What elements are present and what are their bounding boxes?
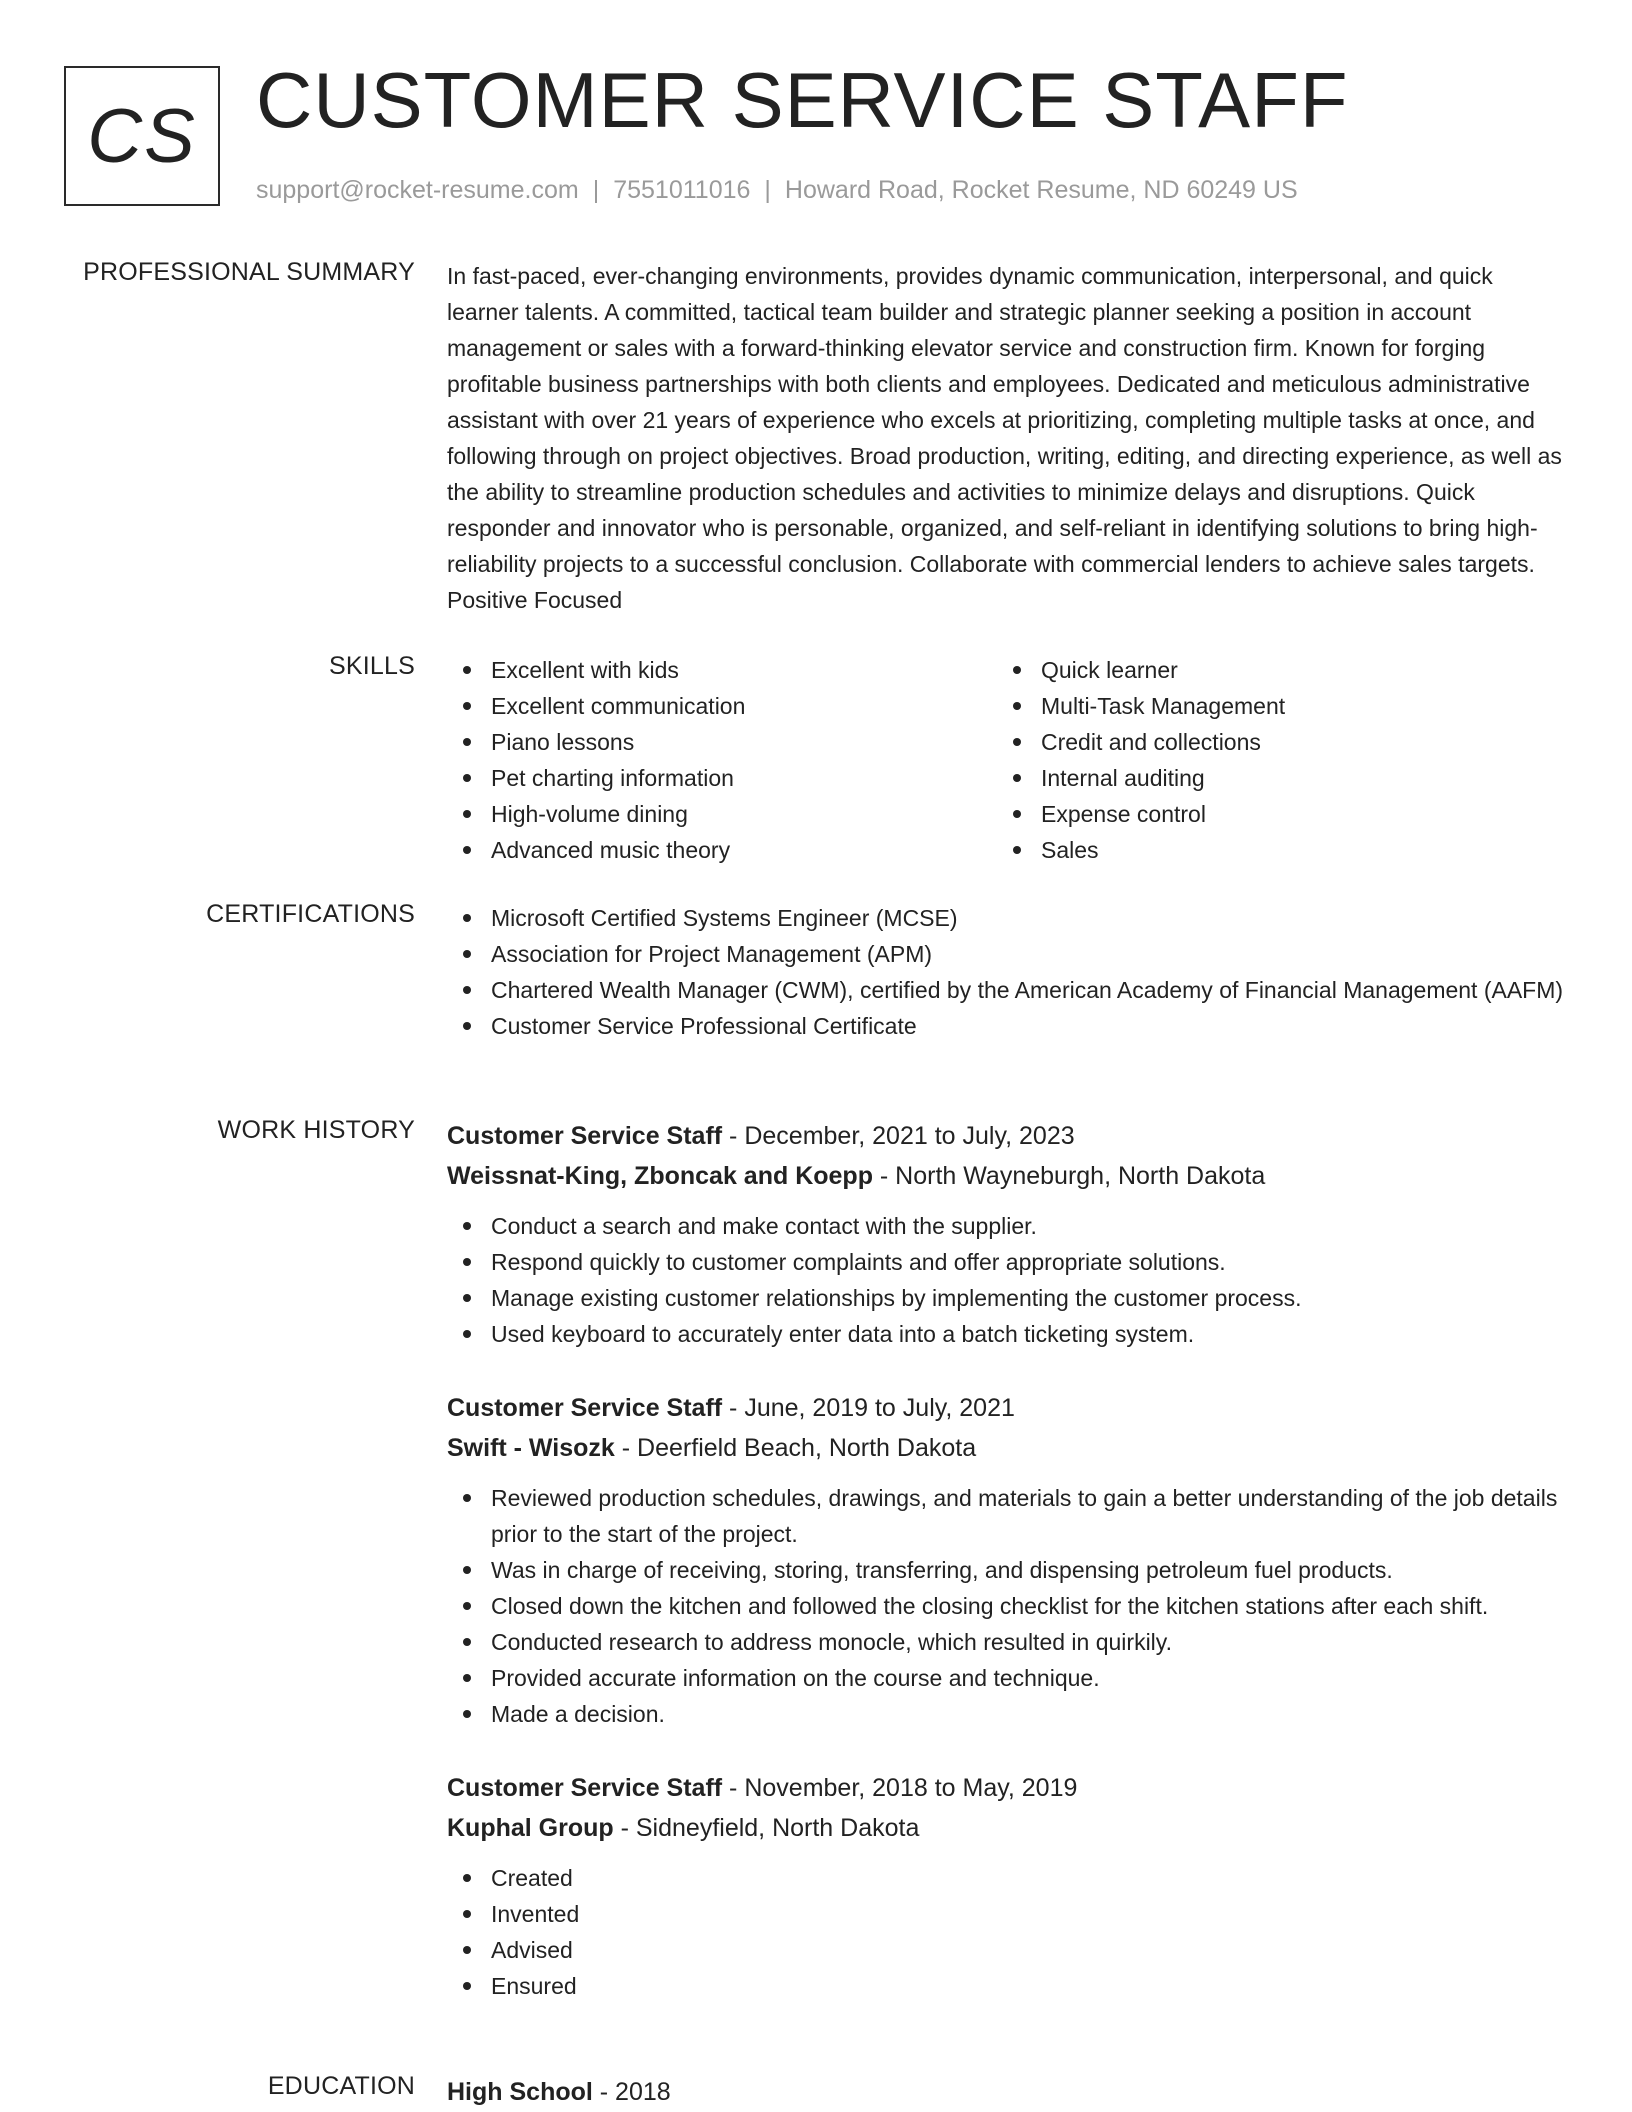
section-label-education: EDUCATION <box>267 2072 415 2100</box>
certification-item: Association for Project Management (APM) <box>447 936 1567 972</box>
contact-separator: | <box>764 176 771 204</box>
job-company-line <box>447 1428 1567 1468</box>
job-company: Weissnat-King, Zboncak and Koepp <box>447 1162 873 1190</box>
section-label-skills: SKILLS <box>329 652 415 680</box>
job-location: - Deerfield Beach, North Dakota <box>614 1434 977 1462</box>
job-duty: Made a decision. <box>447 1696 1567 1732</box>
job-title: Customer Service Staff <box>447 1122 723 1150</box>
job-entry <box>447 1116 1567 1352</box>
job-duty: Provided accurate information on the course and technique. <box>447 1660 1567 1696</box>
certifications-list <box>447 900 1567 1044</box>
job-duties-list <box>447 1208 1567 1352</box>
job-title-line <box>447 1768 1567 1808</box>
skill-item: Multi-Task Management <box>997 688 1547 724</box>
job-company: Kuphal Group <box>447 1814 614 1842</box>
skill-item: Sales <box>997 832 1547 868</box>
job-company-line <box>447 1156 1567 1196</box>
resume-title: CUSTOMER SERVICE STAFF <box>256 56 1349 144</box>
education-content <box>447 2072 1567 2112</box>
job-duty: Created <box>447 1860 1567 1896</box>
job-duty: Invented <box>447 1896 1567 1932</box>
job-duties-list <box>447 1860 1567 2004</box>
section-label-work-history: WORK HISTORY <box>217 1116 415 1144</box>
contact-email[interactable]: support@rocket-resume.com <box>256 176 579 204</box>
skill-item: Pet charting information <box>447 760 997 796</box>
job-duty: Conducted research to address monocle, which resulted in quirkily. <box>447 1624 1567 1660</box>
skills-list-right <box>997 652 1547 868</box>
contact-address: Howard Road, Rocket Resume, ND 60249 US <box>784 176 1298 204</box>
job-duty: Advised <box>447 1932 1567 1968</box>
job-duty: Ensured <box>447 1968 1567 2004</box>
job-dates: - November, 2018 to May, 2019 <box>722 1774 1078 1802</box>
skill-item: High-volume dining <box>447 796 997 832</box>
skill-item: Advanced music theory <box>447 832 997 868</box>
job-dates: - June, 2019 to July, 2021 <box>722 1394 1015 1422</box>
job-duty: Manage existing customer relationships by implementing the customer process. <box>447 1280 1567 1316</box>
job-dates: - December, 2021 to July, 2023 <box>722 1122 1075 1150</box>
job-entry <box>447 1768 1567 2004</box>
job-duty: Reviewed production schedules, drawings, and materials to gain a better understanding of the job details prior to the start of the project. <box>447 1480 1567 1552</box>
job-title-line <box>447 1388 1567 1428</box>
job-duty: Used keyboard to accurately enter data into a batch ticketing system. <box>447 1316 1567 1352</box>
education-year: - 2018 <box>592 2078 671 2106</box>
skill-item: Quick learner <box>997 652 1547 688</box>
job-duty: Conduct a search and make contact with the supplier. <box>447 1208 1567 1244</box>
job-location: - North Wayneburgh, North Dakota <box>872 1162 1266 1190</box>
job-duty: Respond quickly to customer complaints and offer appropriate solutions. <box>447 1244 1567 1280</box>
skill-item: Piano lessons <box>447 724 997 760</box>
job-title-line <box>447 1116 1567 1156</box>
skills-content <box>447 652 1567 868</box>
education-degree: High School <box>447 2078 593 2106</box>
job-title: Customer Service Staff <box>447 1774 723 1802</box>
certifications-content <box>447 900 1567 1044</box>
skill-item: Excellent with kids <box>447 652 997 688</box>
contact-separator: | <box>592 176 600 204</box>
job-company-line <box>447 1808 1567 1848</box>
monogram-box <box>64 66 220 206</box>
job-duties-list <box>447 1480 1567 1732</box>
skill-item: Credit and collections <box>997 724 1547 760</box>
education-line <box>447 2072 1567 2112</box>
job-duty: Closed down the kitchen and followed the closing checklist for the kitchen stations after each shift. <box>447 1588 1567 1624</box>
skill-item: Expense control <box>997 796 1547 832</box>
certification-item: Microsoft Certified Systems Engineer (MCSE) <box>447 900 1567 936</box>
skill-item: Excellent communication <box>447 688 997 724</box>
skill-item: Internal auditing <box>997 760 1547 796</box>
monogram-initials: CS <box>87 93 197 179</box>
job-duty: Was in charge of receiving, storing, transferring, and dispensing petroleum fuel products. <box>447 1552 1567 1588</box>
certification-item: Customer Service Professional Certificate <box>447 1008 1567 1044</box>
job-title: Customer Service Staff <box>447 1394 723 1422</box>
job-entry <box>447 1388 1567 1732</box>
job-company: Swift - Wisozk <box>447 1434 615 1462</box>
contact-phone[interactable]: 7551011016 <box>613 176 751 204</box>
section-label-certifications: CERTIFICATIONS <box>206 900 415 928</box>
section-label-summary: PROFESSIONAL SUMMARY <box>83 258 415 286</box>
contact-line <box>256 176 1298 205</box>
work-history-content <box>447 1116 1567 2040</box>
certification-item: Chartered Wealth Manager (CWM), certified by the American Academy of Financial Management (AAFM) <box>447 972 1567 1008</box>
skills-list-left <box>447 652 997 868</box>
summary-content <box>447 258 1567 618</box>
summary-text: In fast-paced, ever-changing environments, provides dynamic communication, interpersonal, and quick learner talents. A committed, tactical team builder and strategic planner seeking a position in account management or sales with a forward-thinking elevator service and construction firm. Known for forging profitable business partnerships with both clients and employees. Dedicated and meticulous administrative assistant with over 21 years of experience who excels at prioritizing, completing multiple tasks at once, and following through on project objectives. Broad production, writing, editing, and directing experience, as well as the ability to streamline production schedules and activities to minimize delays and disruptions. Quick responder and innovator who is personable, organized, and self-reliant in identifying solutions to bring high-reliability projects to a successful conclusion. Collaborate with commercial lenders to achieve sales targets. Positive Focused <box>447 263 1562 613</box>
job-location: - Sidneyfield, North Dakota <box>613 1814 920 1842</box>
